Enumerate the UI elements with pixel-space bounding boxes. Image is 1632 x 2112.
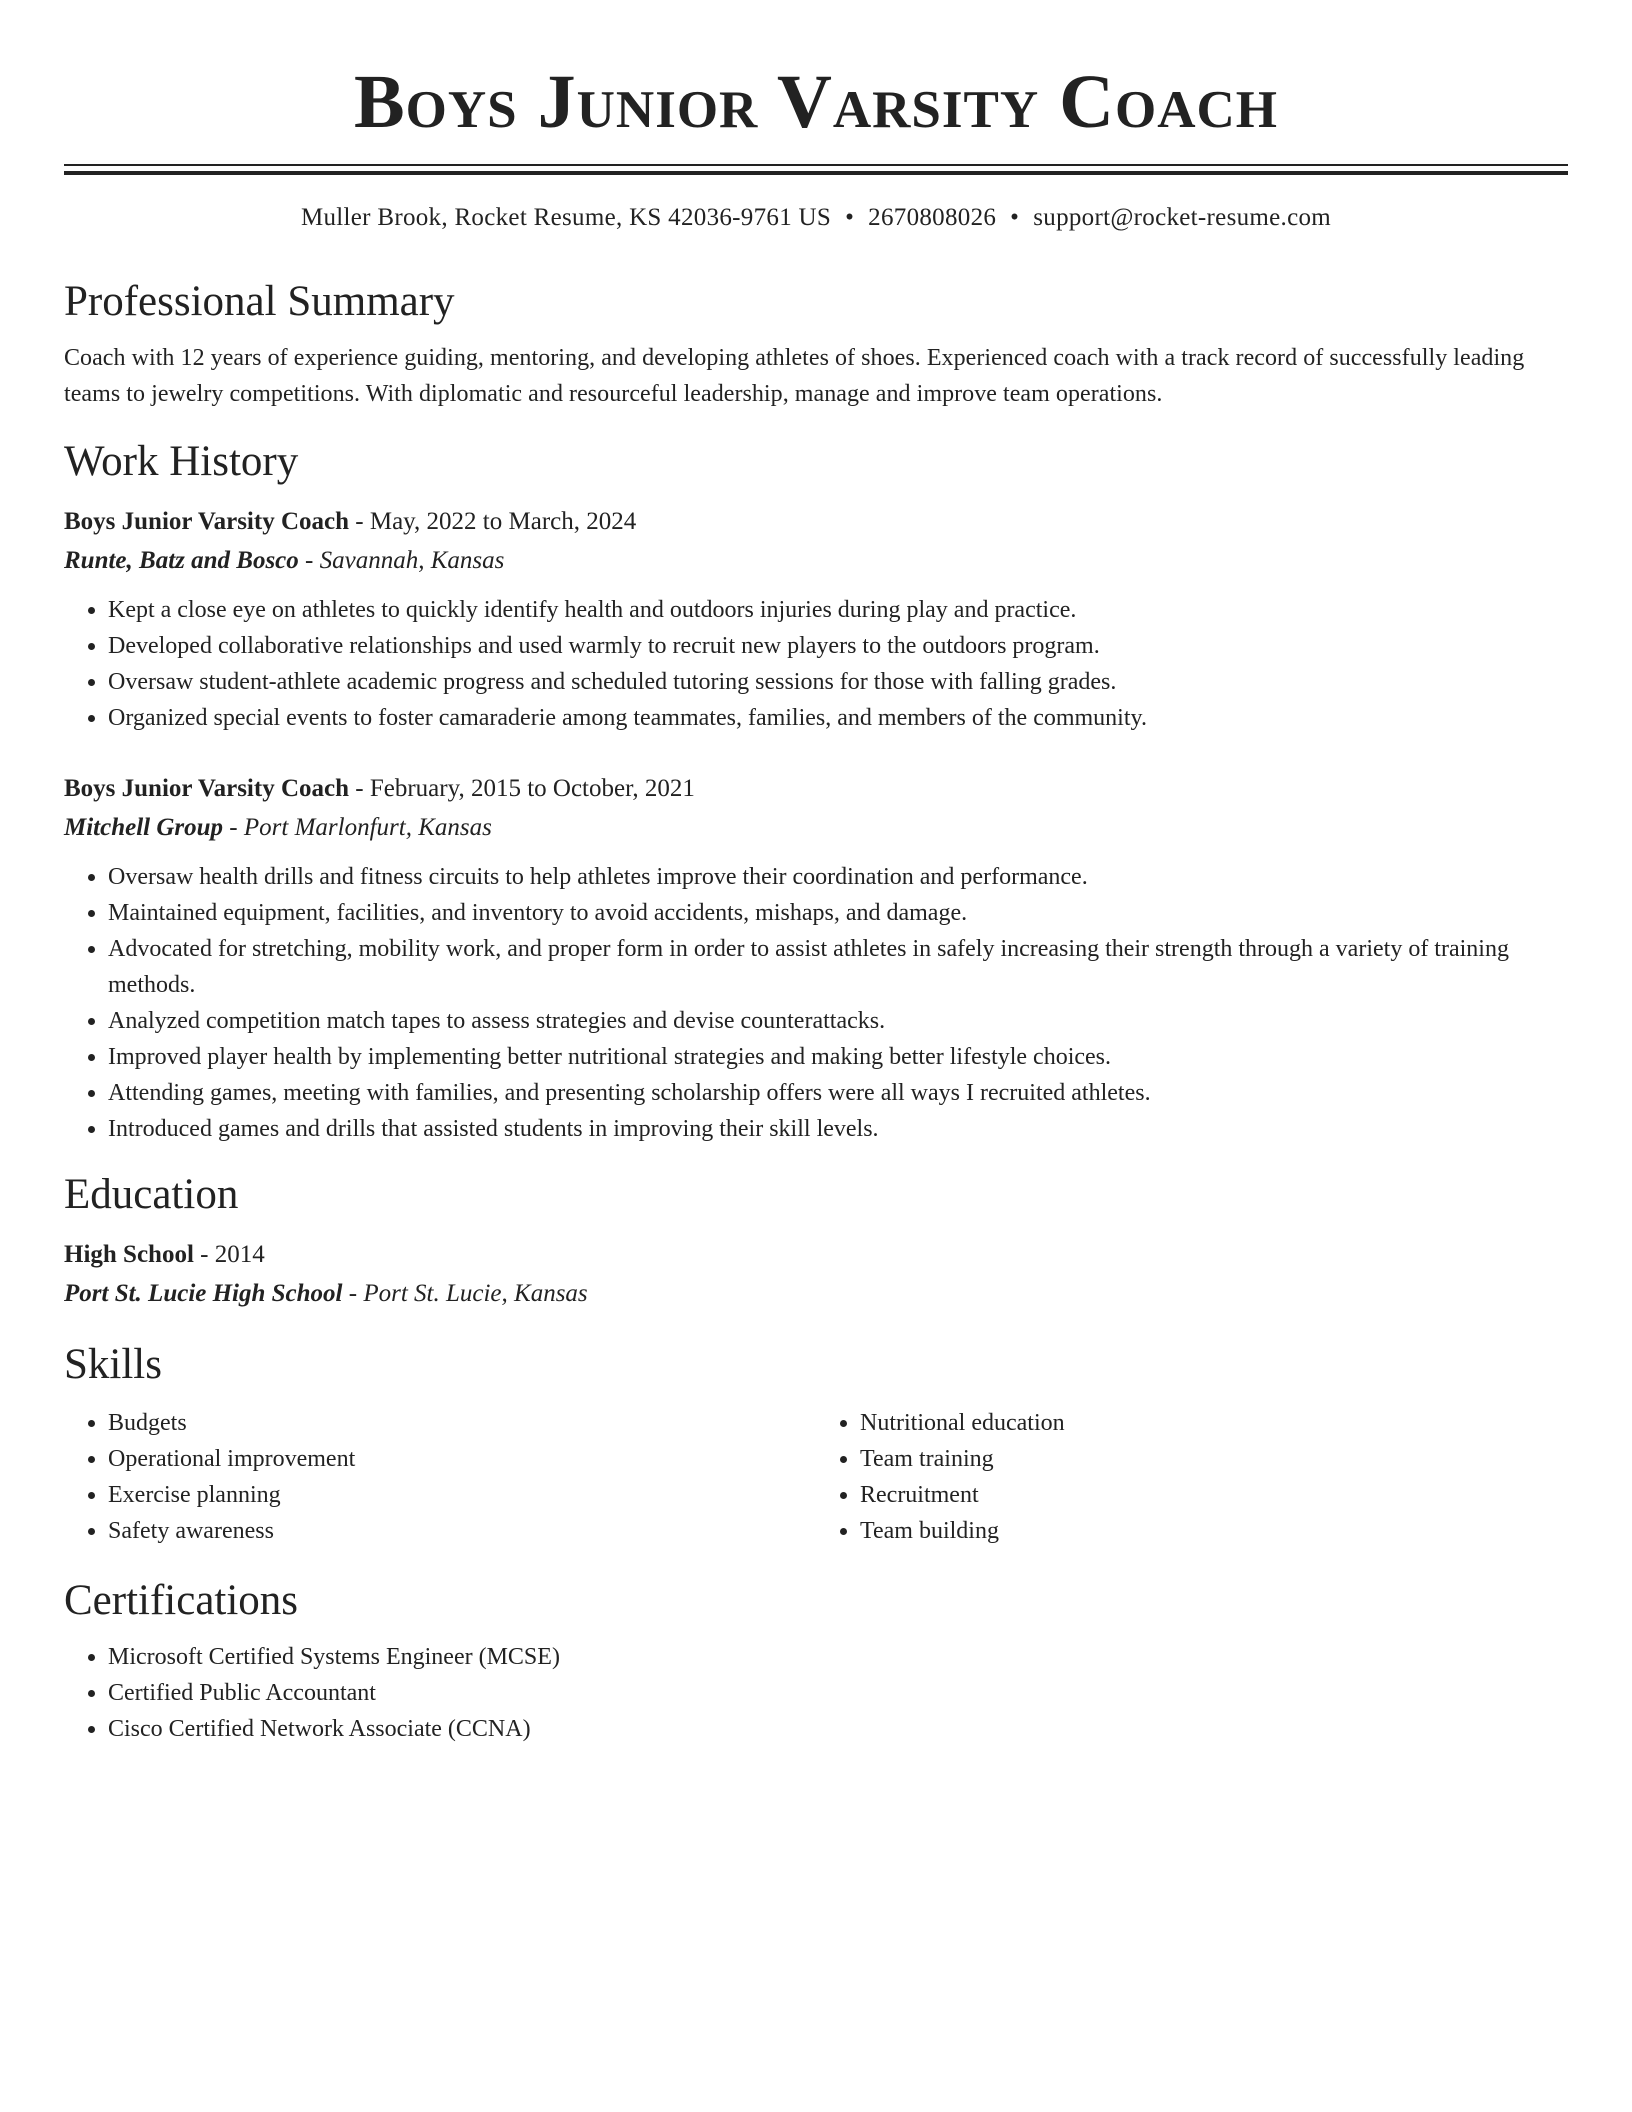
- contact-line: [64, 202, 1568, 234]
- job-role: Boys Junior Varsity Coach: [64, 508, 350, 535]
- job-role: Boys Junior Varsity Coach: [64, 775, 350, 802]
- skill-item: • Budgets: [108, 1405, 816, 1441]
- job-duty: • Attending games, meeting with families, and presenting scholarship offers were all ways I recruited athletes.: [108, 1075, 1568, 1111]
- job-duty: • Developed collaborative relationships and used warmly to recruit new players to the outdoors program.: [108, 628, 1568, 664]
- contact-separator: •: [1010, 204, 1020, 231]
- job-header: [64, 502, 1568, 542]
- skill-item: • Safety awareness: [108, 1513, 816, 1549]
- job-employer: [64, 542, 1568, 580]
- job-duty: • Organized special events to foster camaraderie among teammates, families, and members of the community.: [108, 700, 1568, 736]
- certification-item: • Certified Public Accountant: [108, 1675, 1568, 1711]
- job-location: - Port Marlonfurt, Kansas: [223, 814, 492, 841]
- education-institution: [64, 1275, 1568, 1313]
- job-duty: • Oversaw student-athlete academic progress and scheduled tutoring sessions for those with falling grades.: [108, 664, 1568, 700]
- certifications-list: [64, 1639, 1568, 1747]
- job-location: - Savannah, Kansas: [298, 547, 505, 574]
- job-duty: • Kept a close eye on athletes to quickly identify health and outdoors injuries during play and practice.: [108, 592, 1568, 628]
- skill-item: • Exercise planning: [108, 1477, 816, 1513]
- education-degree: High School: [64, 1241, 194, 1268]
- skill-item: • Nutritional education: [860, 1405, 1568, 1441]
- skill-item: • Operational improvement: [108, 1441, 816, 1477]
- skills-column-left: [64, 1405, 816, 1549]
- job-dates: - May, 2022 to March, 2024: [349, 508, 637, 535]
- work-history-heading: Work History: [64, 438, 299, 485]
- education-location: - Port St. Lucie, Kansas: [342, 1280, 588, 1307]
- summary-text: Coach with 12 years of experience guiding, mentoring, and developing athletes of shoes. Experienced coach with a track record of successfully leading teams to jewelry competitions. With diplomatic and resourceful leadership, manage and improve team operations.: [64, 345, 1525, 407]
- job-company: Mitchell Group: [64, 814, 224, 841]
- summary-heading: Professional Summary: [64, 278, 455, 325]
- education-entry: [64, 1235, 1568, 1313]
- contact-phone: 2670808026: [868, 204, 997, 231]
- job-duty: • Analyzed competition match tapes to assess strategies and devise counterattacks.: [108, 1003, 1568, 1039]
- job-entry: [64, 769, 1568, 1147]
- header-divider: [64, 164, 1568, 175]
- certification-item: • Microsoft Certified Systems Engineer (MCSE): [108, 1639, 1568, 1675]
- skill-item: • Team training: [860, 1441, 1568, 1477]
- contact-address: Muller Brook, Rocket Resume, KS 42036-9761 US: [300, 204, 832, 231]
- job-dates: - February, 2015 to October, 2021: [349, 775, 695, 802]
- job-duty: • Introduced games and drills that assisted students in improving their skill levels.: [108, 1111, 1568, 1147]
- education-heading: Education: [64, 1171, 239, 1218]
- skills-column-right: [816, 1405, 1568, 1549]
- resume-name: Boys Junior Varsity Coach: [353, 60, 1279, 144]
- education-header: [64, 1235, 1568, 1275]
- job-duties: [64, 592, 1568, 736]
- skill-item: • Recruitment: [860, 1477, 1568, 1513]
- job-duty: • Oversaw health drills and fitness circuits to help athletes improve their coordination and performance.: [108, 859, 1568, 895]
- contact-email: support@rocket-resume.com: [1033, 204, 1332, 231]
- job-company: Runte, Batz and Bosco: [64, 547, 299, 574]
- certifications-heading: Certifications: [64, 1577, 299, 1624]
- job-duties: [64, 859, 1568, 1147]
- job-duty: • Improved player health by implementing better nutritional strategies and making better lifestyle choices.: [108, 1039, 1568, 1075]
- job-duty: • Advocated for stretching, mobility work, and proper form in order to assist athletes in safely increasing their strength through a variety of training methods.: [108, 931, 1568, 1003]
- education-school: Port St. Lucie High School: [64, 1280, 343, 1307]
- certification-item: • Cisco Certified Network Associate (CCNA): [108, 1711, 1568, 1747]
- job-duty: • Maintained equipment, facilities, and inventory to avoid accidents, mishaps, and damage.: [108, 895, 1568, 931]
- job-header: [64, 769, 1568, 809]
- education-year: - 2014: [193, 1241, 265, 1268]
- job-employer: [64, 809, 1568, 847]
- skill-item: • Team building: [860, 1513, 1568, 1549]
- job-entry: [64, 502, 1568, 736]
- skills-list: [64, 1405, 1568, 1549]
- contact-separator: •: [845, 204, 855, 231]
- skills-heading: Skills: [64, 1341, 162, 1388]
